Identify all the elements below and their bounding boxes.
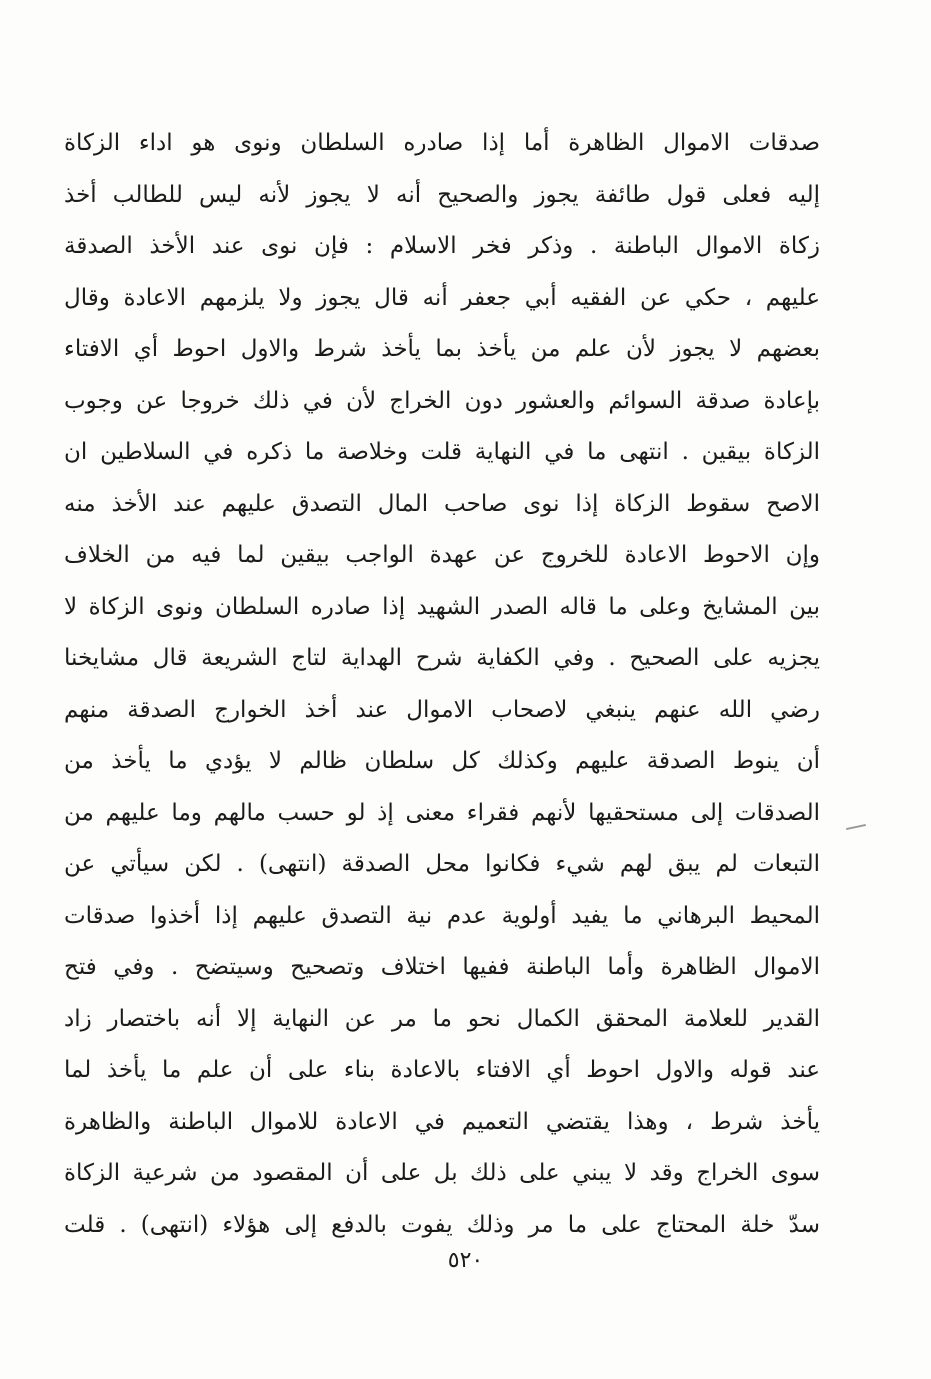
text-line: بين المشايخ وعلى ما قاله الصدر الشهيد إذا صادره السلطان ونوى الزكاة لا — [64, 593, 820, 620]
page-number: ٥٢٠ — [447, 1248, 484, 1273]
text-line: إليه فعلى قول طائفة يجوز والصحيح أنه لا يجوز لأنه ليس للطالب أخذ — [64, 181, 820, 208]
text-line: عند قوله والاول احوط أي الافتاء بالاعادة بناء على أن علم ما يأخذ لما — [64, 1057, 820, 1083]
margin-mark — [846, 824, 866, 830]
text-line: أن ينوط الصدقة عليهم وكذلك كل سلطان ظالم لا يؤدي ما يأخذ من — [64, 748, 820, 774]
text-line: الصدقات إلى مستحقيها لأنهم فقراء معنى إذ لو حسب مالهم وما عليهم من — [64, 799, 820, 826]
text-line: بإعادة صدقة السوائم والعشور دون الخراج لأن في ذلك خروجا عن وجوب — [64, 387, 820, 414]
text-line: زكاة الاموال الباطنة . وذكر فخر الاسلام : فإن نوى عند الأخذ الصدقة — [64, 233, 820, 259]
text-line: القدير للعلامة المحقق الكمال نحو ما مر عن النهاية إلا أنه باختصار زاد — [64, 1005, 820, 1032]
text-line: الزكاة بيقين . انتهى ما في النهاية قلت وخلاصة ما ذكره في السلاطين ان — [64, 439, 820, 465]
text-line: الاصح سقوط الزكاة إذا نوى صاحب المال التصدق عليهم عند الأخذ منه — [64, 490, 820, 517]
text-line: التبعات لم يبق لهم شيء فكانوا محل الصدقة (انتهى) . لكن سيأتي عن — [64, 851, 820, 877]
text-line: بعضهم لا يجوز لأن علم من يأخذ بما يأخذ شرط والاول احوط أي الافتاء — [64, 336, 820, 362]
text-line: سدّ خلة المحتاج على ما مر وذلك يفوت بالدفع إلى هؤلاء (انتهى) . قلت — [64, 1211, 820, 1238]
text-line: يأخذ شرط ، وهذا يقتضي التعميم في الاعادة للاموال الباطنة والظاهرة — [64, 1108, 820, 1135]
text-line: رضي الله عنهم ينبغي لاصحاب الاموال عند أخذ الخوارج الصدقة منهم — [64, 696, 820, 723]
text-line: عليهم ، حكي عن الفقيه أبي جعفر أنه قال يجوز ولا يلزمهم الاعادة وقال — [64, 284, 820, 311]
text-line: الاموال الظاهرة وأما الباطنة ففيها اختلاف وتصحيح وسيتضح . وفي فتح — [64, 954, 820, 980]
body-text — [64, 118, 820, 1251]
text-line: وإن الاحوط الاعادة للخروج عن عهدة الواجب بيقين لما فيه من الخلاف — [64, 542, 820, 568]
text-line: صدقات الاموال الظاهرة أما إذا صادره السلطان ونوى هو اداء الزكاة — [64, 130, 820, 156]
text-line: سوى الخراج وقد لا يبني على ذلك بل على أن المقصود من شرعية الزكاة — [64, 1160, 820, 1186]
text-line: يجزيه على الصحيح . وفي الكفاية شرح الهداية لتاج الشريعة قال مشايخنا — [64, 645, 820, 671]
text-line: المحيط البرهاني ما يفيد أولوية عدم نية التصدق عليهم إذا أخذوا صدقات — [64, 902, 820, 929]
